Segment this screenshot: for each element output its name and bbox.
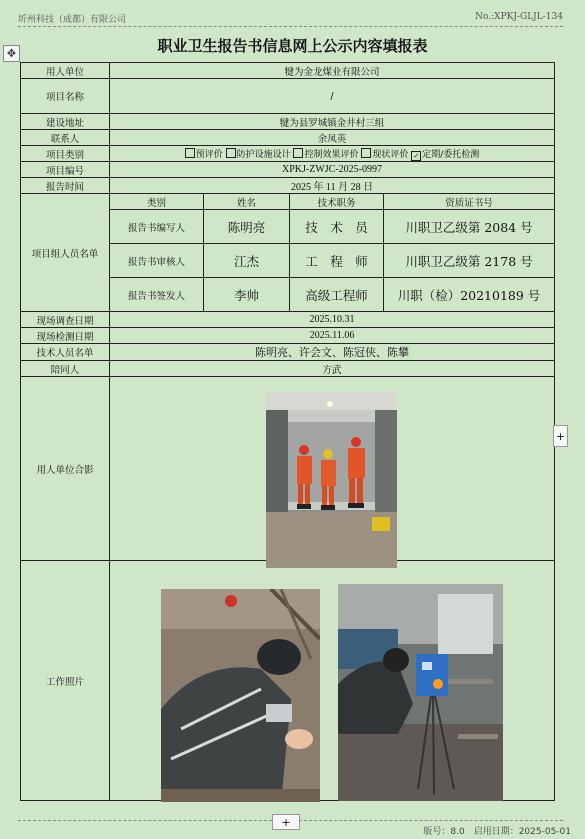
row-contact xyxy=(21,130,555,146)
option-pre-eval[interactable]: 预评价 xyxy=(185,150,223,160)
label-employer: 用人单位 xyxy=(21,63,110,79)
work-photo-1[interactable] xyxy=(161,589,320,802)
label-group-photo: 用人单位合影 xyxy=(21,377,110,561)
row-address xyxy=(21,114,555,130)
label-escort: 陪同人 xyxy=(21,361,110,377)
value-address[interactable]: 犍为县罗城镇金井村三组 xyxy=(110,114,555,130)
value-contact[interactable]: 余凤英 xyxy=(110,130,555,146)
label-contact: 联系人 xyxy=(21,130,110,146)
checkbox-protection-design[interactable] xyxy=(226,148,236,158)
option-status-eval[interactable]: 现状评价 xyxy=(361,150,408,160)
header-company: 圻州科技（成都）有限公司 xyxy=(18,15,127,25)
checkbox-status-eval[interactable] xyxy=(361,148,371,158)
footer-version: 版号：8.0 启用日期：2025-05-01 xyxy=(423,827,571,837)
team-cert[interactable]: 川职卫乙级第 2084 号 xyxy=(384,210,555,244)
team-name[interactable]: 陈明亮 xyxy=(204,210,290,244)
row-employer xyxy=(21,63,555,79)
team-role: 报告书签发人 xyxy=(110,278,204,312)
option-control-eval[interactable]: 控制效果评价 xyxy=(293,150,358,160)
value-tech-staff[interactable]: 陈明亮、许会文、陈冠侠、陈攀 xyxy=(110,344,555,361)
label-project-name: 项目名称 xyxy=(21,79,110,114)
team-header-role: 类别 xyxy=(110,194,204,210)
label-project-no: 项目编号 xyxy=(21,162,110,178)
option-protection-design[interactable]: 防护设施设计 xyxy=(226,150,291,160)
label-category: 项目类别 xyxy=(21,146,110,162)
team-header-cert: 资质证书号 xyxy=(384,194,555,210)
checkbox-control-eval[interactable] xyxy=(293,148,303,158)
team-title[interactable]: 技 术 员 xyxy=(290,210,384,244)
checkbox-pre-eval[interactable] xyxy=(185,148,195,158)
team-cert[interactable]: 川职卫乙级第 2178 号 xyxy=(384,244,555,278)
team-title[interactable]: 高级工程师 xyxy=(290,278,384,312)
row-project-name xyxy=(21,79,555,114)
move-icon: ✥ xyxy=(6,47,17,60)
row-tech-staff xyxy=(21,344,555,361)
label-address: 建设地址 xyxy=(21,114,110,130)
team-name[interactable]: 李帅 xyxy=(204,278,290,312)
group-photo[interactable] xyxy=(266,392,397,568)
plus-icon: + xyxy=(555,429,566,443)
category-options xyxy=(110,146,555,162)
value-report-date[interactable]: 2025 年 11 月 28 日 xyxy=(110,178,555,194)
add-row-button[interactable] xyxy=(272,814,300,830)
row-report-date xyxy=(21,178,555,194)
row-project-no xyxy=(21,162,555,178)
value-escort[interactable]: 方武 xyxy=(110,361,555,377)
team-header-title: 技术职务 xyxy=(290,194,384,210)
label-report-date: 报告时间 xyxy=(21,178,110,194)
value-employer[interactable]: 犍为金龙煤业有限公司 xyxy=(110,63,555,79)
header-divider xyxy=(18,26,563,27)
team-title[interactable]: 工 程 师 xyxy=(290,244,384,278)
value-project-no[interactable]: XPKJ-ZWJC-2025-0997 xyxy=(110,162,555,178)
checkbox-periodic-detect[interactable]: ✓ xyxy=(411,151,421,161)
add-column-button[interactable] xyxy=(553,425,568,447)
value-survey-date[interactable]: 2025.10.31 xyxy=(110,312,555,328)
team-header-name: 姓名 xyxy=(204,194,290,210)
team-header-row xyxy=(21,194,555,210)
row-survey-date xyxy=(21,312,555,328)
plus-icon: + xyxy=(281,815,291,829)
label-work-photo: 工作照片 xyxy=(21,561,110,801)
team-role: 报告书编写人 xyxy=(110,210,204,244)
row-category xyxy=(21,146,555,162)
label-detect-date: 现场检测日期 xyxy=(21,328,110,344)
team-name[interactable]: 江杰 xyxy=(204,244,290,278)
header-doc-no: No.:XPKJ-GLJL-134 xyxy=(475,12,563,22)
label-team: 项目组人员名单 xyxy=(21,194,110,312)
row-escort xyxy=(21,361,555,377)
option-periodic-detect[interactable]: ✓ 定期/委托检测 xyxy=(411,150,479,160)
label-survey-date: 现场调查日期 xyxy=(21,312,110,328)
team-cert[interactable]: 川职（检）20210189 号 xyxy=(384,278,555,312)
document-title: 职业卫生报告书信息网上公示内容填报表 xyxy=(157,37,428,55)
label-tech-staff: 技术人员名单 xyxy=(21,344,110,361)
work-photo-2[interactable] xyxy=(338,584,503,801)
team-role: 报告书审核人 xyxy=(110,244,204,278)
value-project-name[interactable]: / xyxy=(110,79,555,114)
value-detect-date[interactable]: 2025.11.06 xyxy=(110,328,555,344)
row-detect-date xyxy=(21,328,555,344)
